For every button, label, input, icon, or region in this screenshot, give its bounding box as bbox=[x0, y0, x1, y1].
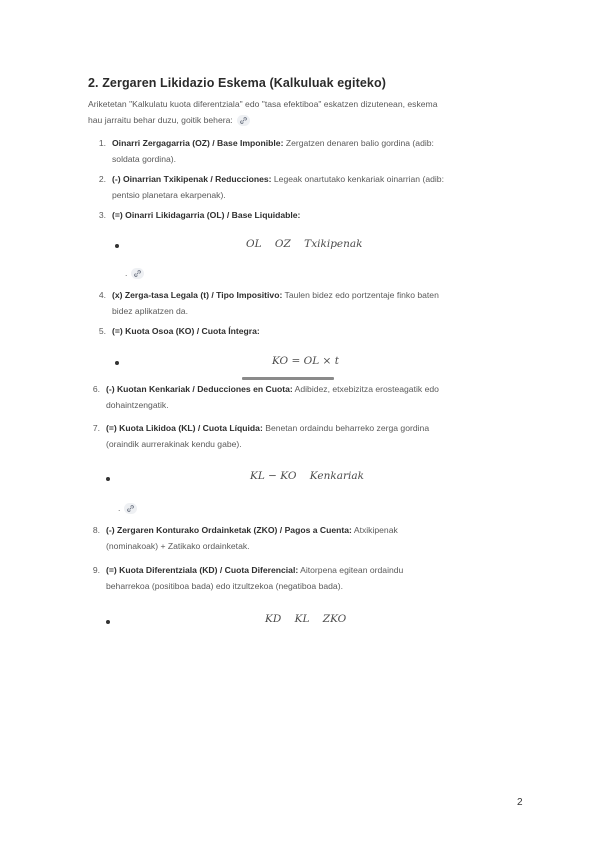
link-icon[interactable] bbox=[124, 503, 137, 514]
item-text: Zergatzen denaren balio gordina (adib: bbox=[283, 138, 434, 148]
formula-ko: KO = OL × t bbox=[272, 355, 339, 367]
item-number: 8. bbox=[92, 525, 100, 535]
item-title: (-) Kuotan Kenkariak / Deducciones en Cuota: bbox=[106, 384, 293, 394]
item-text: Legeak onartutako kenkariak oinarrian (adib: bbox=[271, 174, 444, 184]
item-title: (=) Kuota Osoa (KO) / Cuota Íntegra: bbox=[112, 326, 260, 336]
item-number: 9. bbox=[92, 565, 100, 575]
formula-kl: KL − KO Kenkariak bbox=[250, 470, 364, 482]
item-text: Benetan ordaindu beharreko zerga gordina bbox=[262, 423, 430, 433]
item-text-cont: pentsio planetara ekarpenak). bbox=[112, 189, 226, 200]
item-title: (-) Oinarrian Txikipenak / Reducciones: bbox=[112, 174, 272, 184]
intro-line-2-text: hau jarraitu behar duzu, goitik behera: bbox=[88, 114, 233, 125]
formula-suffix bbox=[125, 268, 144, 279]
item-title: (=) Kuota Likidoa (KL) / Cuota Líquida: bbox=[106, 423, 263, 433]
link-icon[interactable] bbox=[131, 268, 144, 279]
scroll-indicator-bar bbox=[242, 377, 334, 380]
bullet-dot bbox=[106, 620, 110, 624]
item-text: Adibidez, etxebizitza erosteagatik edo bbox=[292, 384, 439, 394]
item-text-cont: dohaintzengatik. bbox=[106, 399, 169, 410]
bullet-dot bbox=[115, 244, 119, 248]
item-text-cont: bidez aplikatzen da. bbox=[112, 305, 188, 316]
item-number: 5. bbox=[98, 326, 106, 336]
bullet-dot bbox=[106, 477, 110, 481]
section-heading: 2. Zergaren Likidazio Eskema (Kalkuluak egiteko) bbox=[88, 76, 386, 90]
item-text-cont: beharrekoa (positiboa bada) edo itzultzekoa (negatiboa bada). bbox=[106, 580, 343, 591]
page-number: 2 bbox=[517, 797, 523, 808]
item-number: 3. bbox=[98, 210, 106, 220]
bullet-dot bbox=[115, 361, 119, 365]
item-title: (-) Zergaren Konturako Ordainketak (ZKO) / Pagos a Cuenta: bbox=[106, 525, 352, 535]
item-title: (x) Zerga-tasa Legala (t) / Tipo Impositivo: bbox=[112, 290, 283, 300]
item-title: (=) Kuota Diferentziala (KD) / Cuota Diferencial: bbox=[106, 565, 299, 575]
item-number: 7. bbox=[92, 423, 100, 433]
item-title: Oinarri Zergagarria (OZ) / Base Imponible: bbox=[112, 138, 284, 148]
item-number: 4. bbox=[98, 290, 106, 300]
item-number: 1. bbox=[98, 138, 106, 148]
intro-paragraph bbox=[88, 97, 488, 128]
item-number: 2. bbox=[98, 174, 106, 184]
intro-line-2 bbox=[88, 113, 488, 129]
intro-line-1: Ariketetan "Kalkulatu kuota diferentziala" edo "tasa efektiboa" eskatzen dizutenean, eskema bbox=[88, 99, 438, 109]
item-text: Aitorpena egitean ordaindu bbox=[298, 565, 404, 575]
item-text-cont: (oraindik aurrerakinak kendu gabe). bbox=[106, 438, 242, 449]
item-text-cont: (nominakoak) + Zatikako ordainketak. bbox=[106, 540, 250, 551]
formula-suffix bbox=[118, 503, 137, 514]
formula-suffix-text: . bbox=[125, 268, 128, 278]
item-title: (=) Oinarri Likidagarria (OL) / Base Liquidable: bbox=[112, 210, 301, 220]
formula-kd: KD KL ZKO bbox=[265, 613, 347, 625]
item-text: Taulen bidez edo portzentaje finko baten bbox=[282, 290, 439, 300]
item-text: Atxikipenak bbox=[351, 525, 398, 535]
item-number: 6. bbox=[92, 384, 100, 394]
formula-ol: OL OZ Txikipenak bbox=[246, 238, 363, 250]
formula-suffix-text: . bbox=[118, 503, 121, 513]
item-text-cont: soldata gordina). bbox=[112, 153, 177, 164]
link-icon[interactable] bbox=[237, 115, 250, 126]
